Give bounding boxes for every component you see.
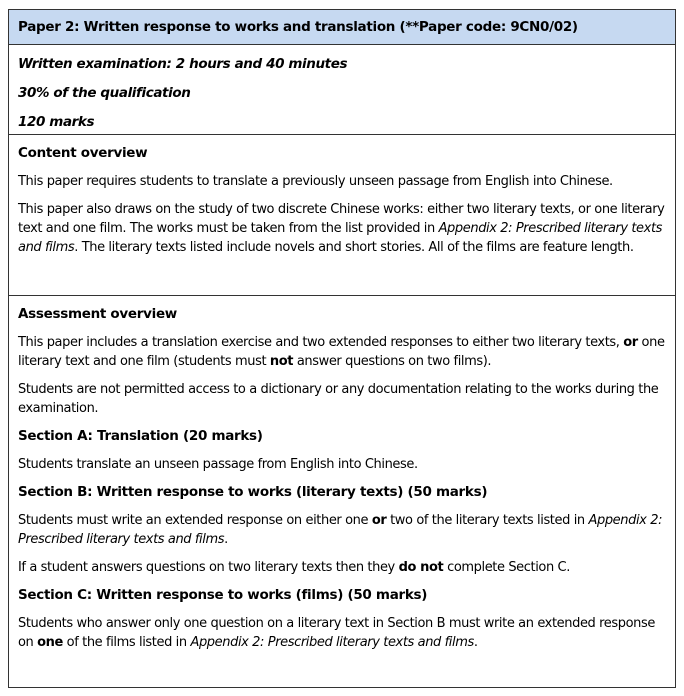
- section-heading: [18, 586, 666, 605]
- paper-title-row: [9, 10, 675, 45]
- text-segment: If a student answers questions on two literary texts then they: [18, 560, 399, 575]
- text-segment: or: [623, 335, 638, 350]
- assessment-overview-section: [9, 296, 675, 687]
- text-segment: . The literary texts listed include novels and short stories. All of the films are feature length.: [74, 240, 634, 255]
- text-segment: Appendix 2: Prescribed literary texts and films: [190, 635, 474, 650]
- text-segment: 30% of the qualification: [18, 85, 191, 101]
- paragraph: [18, 614, 666, 652]
- text-segment: Content overview: [18, 145, 148, 161]
- text-segment: This paper requires students to translate a previously unseen passage from English into Chinese.: [18, 174, 613, 189]
- text-segment: Students who answer only one question on a literary text in Section B must write an extended response on: [18, 616, 655, 650]
- paragraph: [18, 172, 666, 191]
- section-heading: [18, 305, 666, 324]
- exam-info-row: [9, 45, 675, 135]
- text-segment: .: [224, 532, 228, 547]
- section-heading: [18, 427, 666, 446]
- text-segment: or: [371, 513, 387, 528]
- exam-info-line: [18, 113, 666, 132]
- text-segment: Students translate an unseen passage from English into Chinese.: [18, 457, 418, 472]
- text-segment: one literary text and one film (students must: [18, 335, 665, 369]
- text-segment: Appendix 2: Prescribed literary texts and films: [18, 513, 663, 547]
- text-segment: Assessment overview: [18, 306, 177, 322]
- text-segment: answer questions on two films).: [293, 354, 492, 369]
- paper-spec-table: [8, 9, 676, 688]
- text-segment: Students are not permitted access to a dictionary or any documentation relating to the works during the examination.: [18, 382, 659, 416]
- text-segment: one: [37, 635, 63, 650]
- text-segment: Students must write an extended response on either one: [18, 513, 372, 528]
- text-segment: Written examination: 2 hours and 40 minutes: [18, 56, 348, 72]
- paper-title: Paper 2: Written response to works and translation (**Paper code: 9CN0/02): [18, 19, 578, 35]
- paragraph: [18, 200, 666, 257]
- paragraph: [18, 455, 666, 474]
- text-segment: 120 marks: [18, 114, 95, 130]
- text-segment: do not: [398, 560, 444, 575]
- text-segment: This paper includes a translation exercise and two extended responses to either two literary texts,: [18, 335, 624, 350]
- paragraph: [18, 558, 666, 577]
- exam-info-line: [18, 84, 666, 103]
- text-segment: Appendix 2: Prescribed literary texts and films: [18, 221, 663, 255]
- content-overview-section: [9, 135, 675, 296]
- paragraph: [18, 380, 666, 418]
- section-heading: [18, 483, 666, 502]
- text-segment: .: [473, 635, 478, 650]
- text-segment: complete Section C.: [443, 560, 570, 575]
- text-segment: Section B: Written response to works (literary texts) (50 marks): [18, 484, 488, 500]
- text-segment: Section C: Written response to works (films) (50 marks): [18, 587, 428, 603]
- text-segment: two of the literary texts listed in: [386, 513, 589, 528]
- text-segment: of the films listed in: [62, 635, 191, 650]
- paragraph: [18, 333, 666, 371]
- section-heading: [18, 144, 666, 163]
- text-segment: Section A: Translation (20 marks): [18, 428, 263, 444]
- text-segment: This paper also draws on the study of two discrete Chinese works: either two literary texts, or one literary text and one film. The works must be taken from the list provided in: [18, 202, 665, 236]
- exam-info-line: [18, 55, 666, 74]
- paragraph: [18, 511, 666, 549]
- text-segment: not: [269, 354, 294, 369]
